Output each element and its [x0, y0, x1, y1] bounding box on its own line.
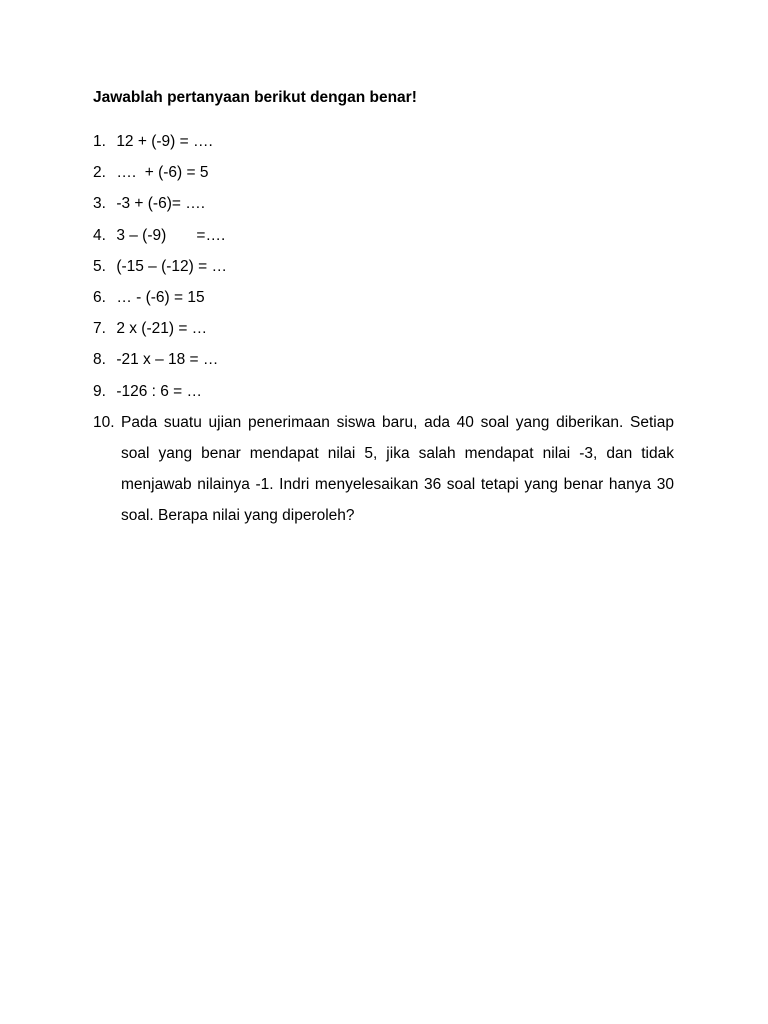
question-text: 12 + (-9) = …. — [116, 133, 213, 150]
question-text: (-15 – (-12) = … — [116, 257, 227, 275]
question-item — [93, 376, 674, 407]
question-item-word-problem — [93, 407, 674, 532]
question-item — [93, 251, 674, 282]
question-item — [93, 313, 674, 344]
question-text: … - (-6) = 15 — [116, 289, 205, 307]
question-number: 1. — [93, 133, 106, 150]
question-number: 9. — [93, 382, 106, 400]
question-text: 3 – (-9) =…. — [116, 226, 226, 244]
question-text: -126 : 6 = … — [116, 382, 203, 400]
question-number: 10. — [93, 413, 115, 431]
question-number: 8. — [93, 351, 106, 369]
question-number: 2. — [93, 164, 106, 182]
question-item — [93, 126, 674, 157]
question-number: 3. — [93, 195, 106, 213]
question-item — [93, 220, 674, 251]
question-number: 5. — [93, 257, 106, 275]
question-text: …. + (-6) = 5 — [116, 164, 209, 182]
question-text: -21 x – 18 = … — [116, 351, 219, 369]
question-item — [93, 188, 674, 219]
question-item — [93, 344, 674, 375]
question-text: -3 + (-6)= …. — [116, 195, 206, 213]
question-number: 7. — [93, 320, 106, 338]
question-number: 6. — [93, 289, 106, 307]
question-item — [93, 157, 674, 188]
question-number: 4. — [93, 226, 106, 244]
question-item — [93, 282, 674, 313]
question-text: 2 x (-21) = … — [116, 320, 208, 338]
question-text: Pada suatu ujian penerimaan siswa baru, ada 40 soal yang diberikan. Setiap soal yang benar mendapat nilai 5, jika salah mendapat nilai -3, dan tidak menjawab nilainya -1. Indri menyelesaikan 36 soal tetapi yang benar hanya 30 soal. Berapa nilai yang diperoleh? — [121, 413, 674, 525]
instruction-heading: Jawablah pertanyaan berikut dengan benar! — [93, 89, 417, 106]
question-list — [93, 126, 674, 532]
